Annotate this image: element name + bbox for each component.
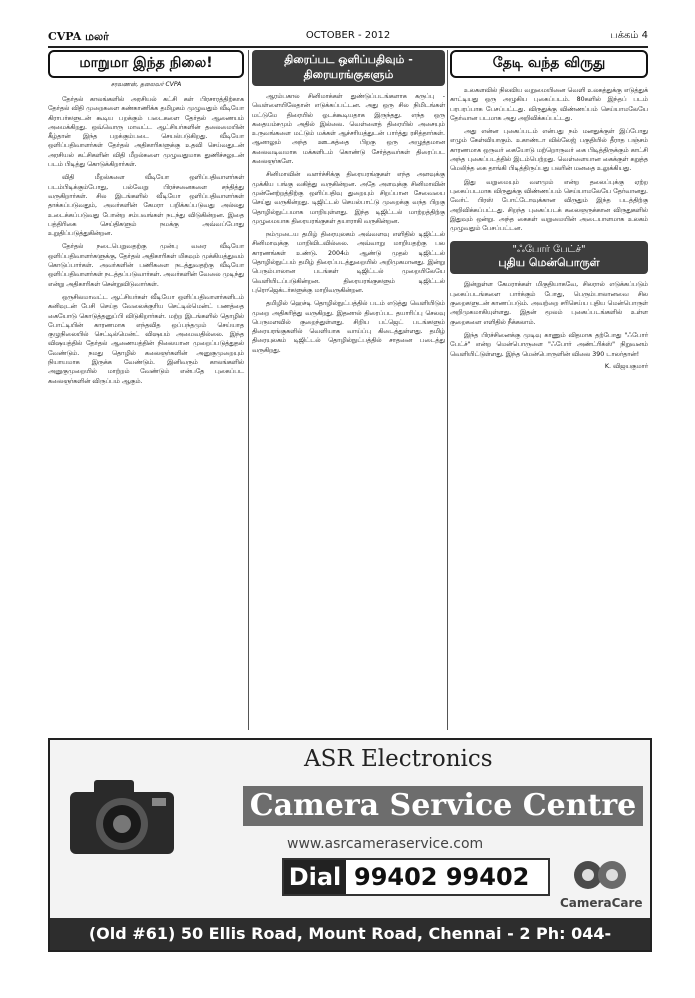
ad-dial-label: Dial <box>284 860 346 894</box>
cameracare-text: CameraCare <box>560 896 643 910</box>
page-header <box>48 30 648 48</box>
ad-dial-number: 99402 99402 <box>354 863 530 891</box>
article-title: தேடி வந்த விருது <box>450 50 648 78</box>
ad-address: (Old #61) 50 Ellis Road, Mount Road, Chennai - 2 Ph: 044-28529876 <box>50 918 650 950</box>
cameracare-icon <box>560 858 640 892</box>
article-column-1 <box>48 50 244 390</box>
camera-icon <box>64 770 184 862</box>
ad-title: Camera Service Centre <box>243 786 643 826</box>
feature-paragraph: இந்த பிரச்சினைக்கு முடிவு காணும் விதமாக தற்போது "ஃபோர் பேட்ச்" என்ற மென்பொருளை "ஃபோர் அண்ட்ரிக்ஸ்" நிறுவனம் வெளியிட்டுள்ளது. இந்த மென்பொருளின் விலை 390 டாலர்தான்! <box>450 331 648 358</box>
feature-signature: K. விஜயகுமார் <box>604 362 648 370</box>
title-line-1: திரைப்பட ஒளிப்பதிவும் - <box>284 53 413 66</box>
article-paragraph: இது வறுமையும் வளமும் என்ற தலைப்புக்கு ஏற்ற புகைப்படமாக விருதுக்கு விண்ணப்பம் செய்யாமலேயே தேர்வானது. வேர்ட் பிரஸ் போட்டோவுக்கான விருதும் இந்த படத்திற்கு அறிவிக்கப்பட்டது. சிறந்த புகைப்படக் கலைஞருக்கான விருதுகளில் இதுவும் ஒன்று. அந்த கைகள் வறுமையின் அடையாளமாக உலகம் முழுவதும் பேசப்பட்டன. <box>450 178 648 233</box>
article-column-2 <box>252 50 445 359</box>
article-title: மாறுமா இந்த நிலை! <box>48 50 244 78</box>
issue-date: OCTOBER - 2012 <box>305 30 391 41</box>
article-paragraph: தேர்தல் காலங்களில் அரசியல் கட்சி கள் பிரசாரத்திற்காக தேர்தல் விதி முறைகளை கண்காணிக்க தமிழகம் முழுவதும் வீடியோ கிராபர்களுடன் கூடிய பறக்கும் படைகளை தேர்தல் ஆணையம் அமைக்கிறது. ஒவ்வொரு மாவட்ட ஆட்சியர்களின் தலைமையின் கீழ்தான் இந்த பறக்கும்படை செயல்படுகிறது. வீடியோ ஒளிப்பதிவாளர்கள் தேர்தல் அதிகாரிகளுக்கு உதவி செய்வதுடன் அரசியல் கட்சிகளின் விதி மீறல்களை முழுவதுமாக துணிச்சலுடன் படம் பிடித்து கொடுக்கிறார்கள். <box>48 96 244 169</box>
article-paragraph: விதி மீறல்களை வீடியோ ஒளிப்பதிவாளர்கள் படம்பிடிக்கும்போது, பல்வேறு பிரச்சனைகளை சந்தித்து வருகிறார்கள். சில இடங்களில் வீடியோ ஒளிப்பதிவாளர்கள் தாக்கப்படுவதும், அவர்களின் கேமரா பறிக்கப்படுவது அல்லது உடைக்கப்படுவது போன்ற சம்பவங்கள் நடந்து விடுகின்றன. இதை பத்திரிகை செய்திகளும் நமக்கு அவ்வப்போது உறுதிப்படுத்துகின்றன. <box>48 174 244 238</box>
article-paragraph: தமிழில் ஹெச்டி தொழில்நுட்பத்தில் படம் எடுத்து வெளியிடும் முறை அதிகரித்து வருகிறது. இதனால் திரைப்பட தயாரிப்பு செலவு பெருமளவில் குறைந்துள்ளது. சிறிய பட்ஜெட் படங்களும் திரையரங்குகளில் வெளியாக வாய்ப்பு கிடைத்துள்ளது. தமிழ் திரையுலகம் டிஜிட்டல் தொழில்நுட்பத்தில் சாதனை படைத்து வருகிறது. <box>252 300 445 354</box>
article-column-3 <box>450 50 648 371</box>
feature-box <box>450 241 648 370</box>
article-paragraph: உலகளவில் நிலவிய வறுமையினை வெளி உலகத்துக்கு எடுத்துக் காட்டியது ஒரு அழுகிய புகைப்படம். 80களில் இந்தப் படம் பரபரப்பாக பேசப்பட்டது. விருதுக்கு விண்ணப்பம் செய்யாமலேயே தேர்வான படமாக அது அறிவிக்கப்பட்டது. <box>450 87 648 122</box>
cameracare-logo <box>560 858 643 918</box>
feature-title-line-1: "ஃபோர் பேட்ச்" <box>512 244 586 256</box>
ad-website: www.asrcameraservice.com <box>287 836 484 852</box>
article-paragraph: ஆரம்பகால சினிமாக்கள் துண்டுப்படங்களாக கருப்பு - வெள்ளையிலேதான் எடுக்கப்பட்டன. அது ஒரு சில நிமிடங்கள் மட்டுமே திரையில் ஓடக்கூடியதாக இருந்தது. எந்த ஒரு கதையம்சமும் அதில் இல்லை. வெள்ளைத் திரையில் அசையும் உருவங்களை மட்டும் மக்கள் ஆச்சரியத்துடன் பார்த்து ரசித்தார்கள். ஆனாலும் அந்த ஊடகத்தை பிறகு ஒரு அழுத்தமான கலைவடிவமாக மக்களிடம் கொண்டு சேர்த்தவர்கள் திரைப்பட கலைஞர்களே. <box>252 93 445 166</box>
page-number: பக்கம் 4 <box>610 30 648 41</box>
article-paragraph: ஒருசிலமாவட்ட ஆட்சியர்கள் வீடியோ ஒளிப்பதிவாளர்களிடம் கனிவுடன் பேசி செய்த வேலைக்குரிய செட்டில்மென்ட் பணத்தை கையோடு கொடுத்தனுப்பி விடுகிறார்கள். மற்ற இடங்களில் தொழில் போட்டியின் காரணமாக எந்தவித ஒப்பந்தமும் செய்யாத குழுநிலையில் செட்டில்மென்ட் விஷயம் அமைவதில்லை. இந்த விஷயத்தில் தேர்தல் ஆணையத்தின் நிலையான முறைப்படுத்துதல் வேண்டும். நமது தொழில் கலைஞர்களின் அனுகுமுறையும் நியாயமாக இருக்க வேண்டும். இனிவரும் காலங்களில் அனுகுமுறையில் மாற்றம் வேண்டும் என்பதே புகைப்பட கலைஞர்களின் விருப்பம் ஆகும். <box>48 293 244 385</box>
column-divider <box>248 50 249 730</box>
article-title <box>252 50 445 86</box>
column-divider <box>447 50 448 730</box>
title-line-2: திரையரங்குகளும் <box>303 68 394 81</box>
feature-title <box>450 241 648 274</box>
ad-brand: ASR Electronics <box>304 746 493 772</box>
article-paragraph: சினிமாவின் வளர்ச்சிக்கு திரையரங்குகள் எந்த அளவுக்கு முக்கிய பங்கு வகித்து வருகின்றன. அதே அளவுக்கு சினிமாவின் முன்னேற்றத்திற்கு ஒளிப்பதிவு துறையும் சிறப்பான சேவையை செய்து வருகின்றது. டிஜிட்டல் செயல்பாட்டு முறைக்கு வந்த பிறகு தொழில்நுட்பமாக மாறியுள்ளது. இந்த டிஜிட்டல் மாற்றத்திற்கு முழுமையாக திரையரங்குகள் தயாராகி வருகின்றன. <box>252 171 445 225</box>
advertisement <box>48 738 652 975</box>
article-paragraph: தேர்தல் நடைபெறுவதற்கு முன்பு வரை வீடியோ ஒளிப்பதிவாளர்களுக்கு, தேர்தல் அதிகாரிகள் மிகவும் முக்கியத்துவம் கொடுப்பார்கள். அவர்களின் பணிகளை நடத்துவதற்கு வீடியோ ஒளிப்பதிவாளர்கள் நடத்தப்படுவார்கள். அவர்களின் வேலை முடிந்து என்று அதிகாரிகள் சென்றுவிடுவார்கள். <box>48 243 244 288</box>
ad-dial-box <box>282 858 550 896</box>
article-paragraph: அது என்ன புகைப்படம் என்பது நம் மனதுக்குள் இப்போது எழும் கேள்வியாகும். உகாண்டா வில்லேஜ் பகுதியில் தீராத பஞ்சம் காரணமாக ஒருவர் கையோடு மற்றொருவர் கை பிடித்திருக்கும் காட்சி அந்த புகைப்படத்தில் இடம்பெற்றது. வெள்ளையான கைக்குள் கறுத்த மெலிந்த கை தாங்கி பிடித்திருப்பது பலரின் மனதை உலுக்கியது. <box>450 128 648 173</box>
feature-paragraph: இன்றுள்ள கேமராக்கள் மிகுதியாகவே, சிலரால் எடுக்கப்படும் புகைப்படங்களை பார்க்கும் போது, பெரும்பாலானவை சில குறைகளுடன் காணப்படும். அவற்றை சரிசெய்ய புதிய மென்பொருள் அறிமுகமாகியுள்ளது. இதன் மூலம் புகைப்படங்களில் உள்ள குறைகளை எளிதில் நீக்கலாம். <box>450 281 648 326</box>
feature-title-line-2: புதிய மென்பொருள் <box>498 256 600 270</box>
magazine-name: CVPA மலர் <box>48 30 109 43</box>
article-byline: சரவணன், தலைவர் CVPA <box>110 81 182 88</box>
article-paragraph: நம்முடைய தமிழ் திரையுலகம் அவ்வளவு எளிதில் டிஜிட்டல் சினிமாவுக்கு மாறிவிடவில்லை. அவ்வாறு மாறியதற்கு பல காரணங்கள் உண்டு. 2004ம் ஆண்டு முதல் டிஜிட்டல் தொழில்நுட்பம் தமிழ் திரைப்படத்துறையில் அறிமுகமானது. இன்று பெரும்பாலான படங்கள் டிஜிட்டல் முறையிலேயே வெளியிடப்படுகின்றன. திரையரங்குகளும் டிஜிட்டல் புரொஜெக்டர்களுக்கு மாறிவருகின்றன. <box>252 231 445 294</box>
